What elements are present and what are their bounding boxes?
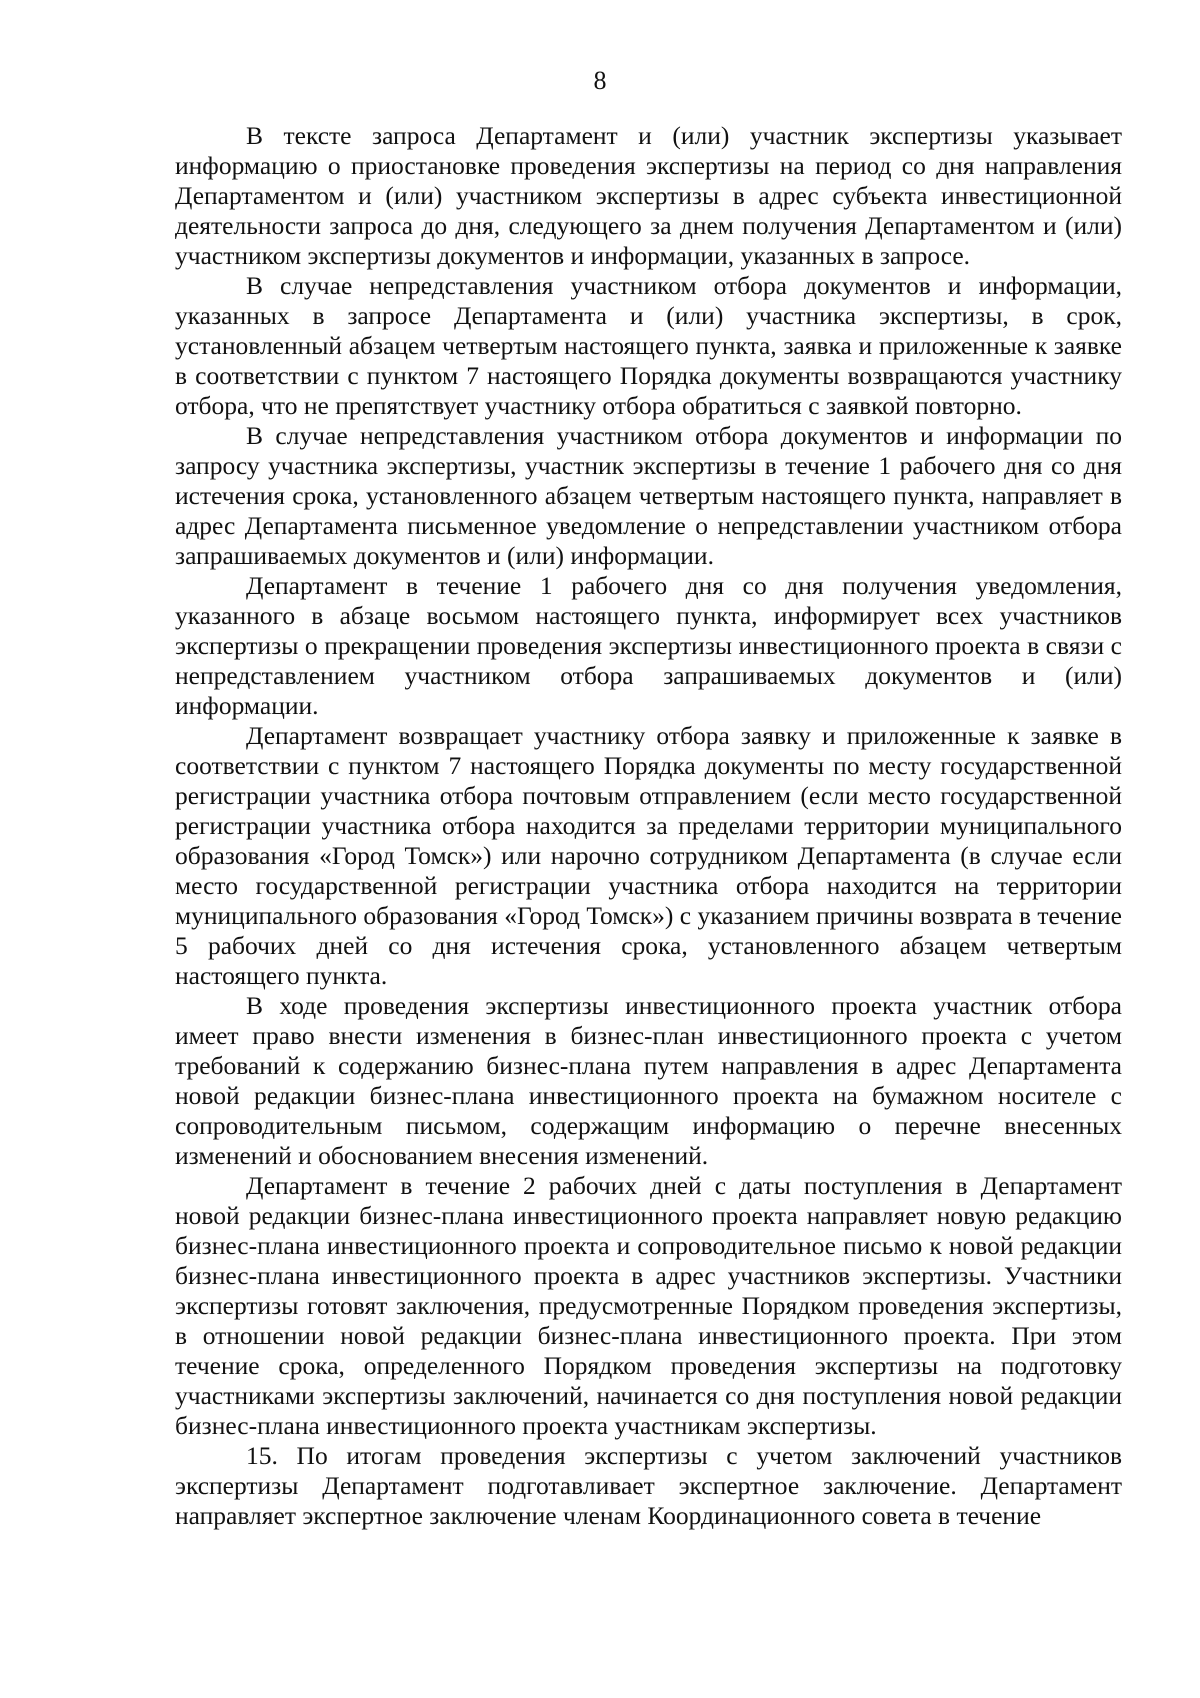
paragraph-request-text: В тексте запроса Департамент и (или) участник экспертизы указывает информацию о приостановке проведения экспертизы на период со дня направления Департаментом и (или) участником экспертизы в адрес субъекта инвестиционной деятельности запроса до дня, следующего за днем получения Департаментом и (или) участником экспертизы документов и информации, указанных в запросе. — [175, 121, 1122, 270]
paragraph-nonsubmission-return: В случае непредставления участником отбора документов и информации, указанных в запросе Департамента и (или) участника экспертизы, в срок, установленный абзацем четвертым настоящего пункта, заявка и приложенные к заявке в соответствии с пунктом 7 настоящего Порядка документы возвращаются участнику отбора, что не препятствует участнику отбора обратиться с заявкой повторно. — [175, 271, 1122, 420]
paragraph-nonsubmission-notice: В случае непредставления участником отбора документов и информации по запросу участника экспертизы, участник экспертизы в течение 1 рабочего дня со дня истечения срока, установленного абзацем четвертым настоящего пункта, направляет в адрес Департамента письменное уведомление о непредставлении участником отбора запрашиваемых документов и (или) информации. — [175, 421, 1122, 570]
document-body — [175, 121, 1122, 1531]
paragraph-business-plan-changes: В ходе проведения экспертизы инвестиционного проекта участник отбора имеет право внести изменения в бизнес-план инвестиционного проекта с учетом требований к содержанию бизнес-плана путем направления в адрес Департамента новой редакции бизнес-плана инвестиционного проекта на бумажном носителе с сопроводительным письмом, содержащим информацию о перечне внесенных изменений и обоснованием внесения изменений. — [175, 991, 1122, 1170]
paragraph-termination-info: Департамент в течение 1 рабочего дня со дня получения уведомления, указанного в абзаце восьмом настоящего пункта, информирует всех участников экспертизы о прекращении проведения экспертизы инвестиционного проекта в связи с непредставлением участником отбора запрашиваемых документов и (или) информации. — [175, 571, 1122, 720]
paragraph-application-return: Департамент возвращает участнику отбора заявку и приложенные к заявке в соответствии с пунктом 7 настоящего Порядка документы по месту государственной регистрации участника отбора почтовым отправлением (если место государственной регистрации участника отбора находится за пределами территории муниципального образования «Город Томск») или нарочно сотрудником Департамента (в случае если место государственной регистрации участника отбора находится на территории муниципального образования «Город Томск») с указанием причины возврата в течение 5 рабочих дней со дня истечения срока, установленного абзацем четвертым настоящего пункта. — [175, 721, 1122, 990]
paragraph-item-15: 15. По итогам проведения экспертизы с учетом заключений участников экспертизы Департамент подготавливает экспертное заключение. Департамент направляет экспертное заключение членам Координационного совета в течение — [175, 1441, 1122, 1530]
paragraph-new-edition-forwarding: Департамент в течение 2 рабочих дней с даты поступления в Департамент новой редакции бизнес-плана инвестиционного проекта направляет новую редакцию бизнес-плана инвестиционного проекта и сопроводительное письмо к новой редакции бизнес-плана инвестиционного проекта в адрес участников экспертизы. Участники экспертизы готовят заключения, предусмотренные Порядком проведения экспертизы, в отношении новой редакции бизнес-плана инвестиционного проекта. При этом течение срока, определенного Порядком проведения экспертизы на подготовку участниками экспертизы заключений, начинается со дня поступления новой редакции бизнес-плана инвестиционного проекта участникам экспертизы. — [175, 1171, 1122, 1440]
page-number: 8 — [593, 66, 607, 95]
